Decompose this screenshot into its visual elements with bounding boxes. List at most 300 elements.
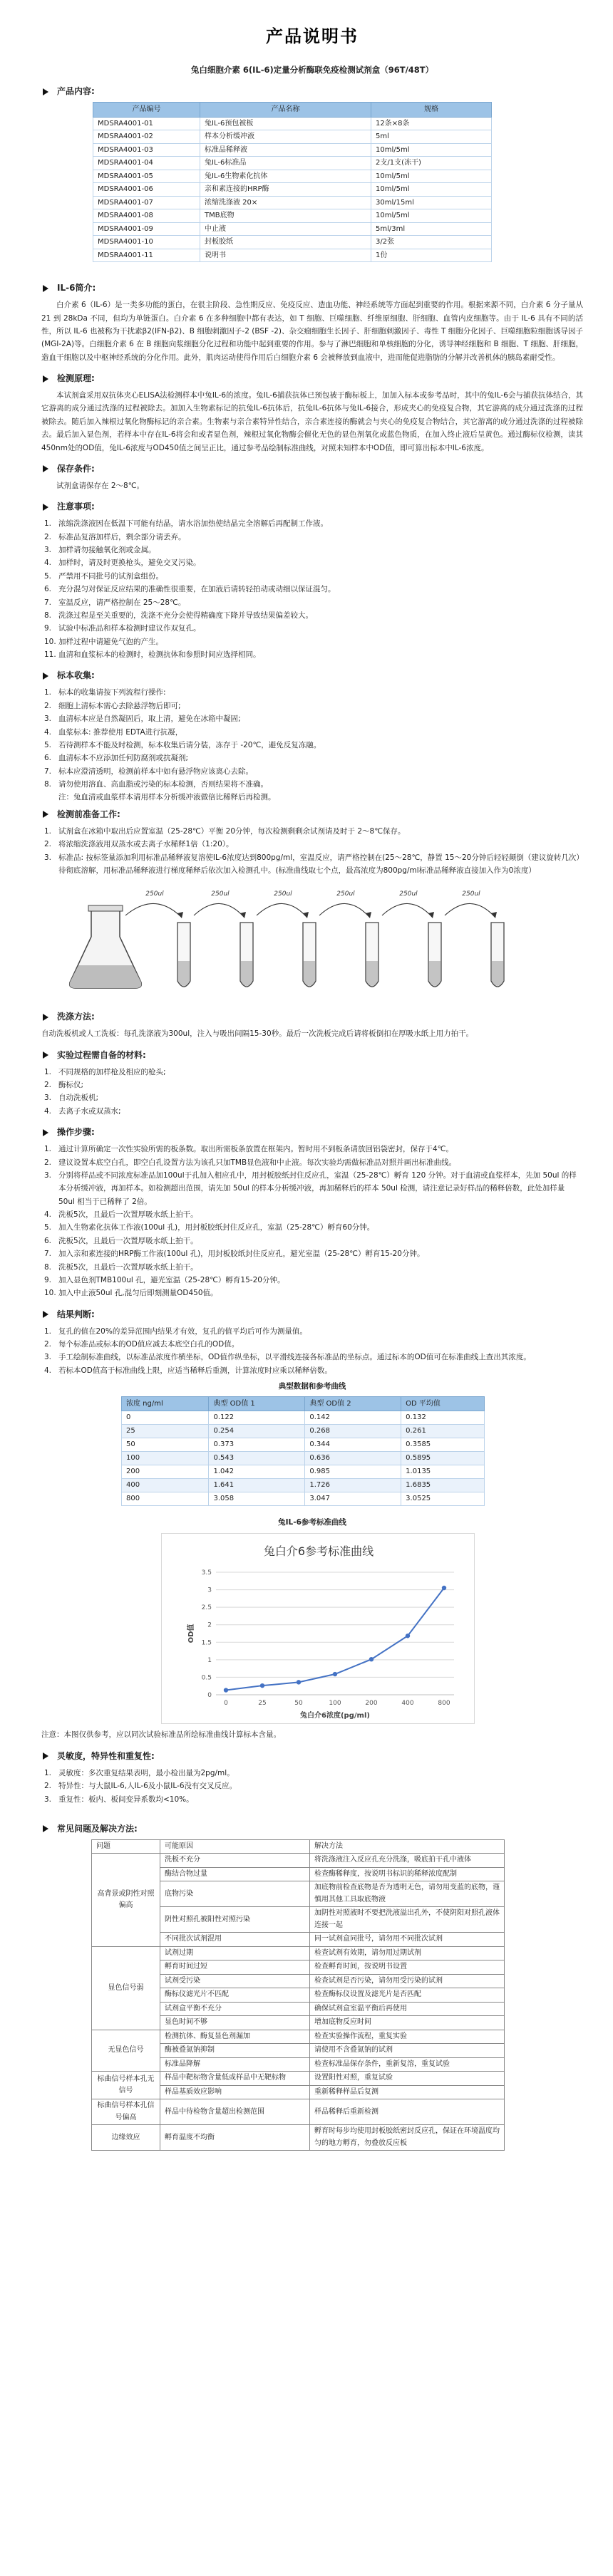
list-number: 11.	[44, 650, 56, 659]
volume-label: 250ul	[399, 890, 418, 898]
faq-cause: 阴性对照孔被阳性对照污染	[160, 1907, 310, 1933]
table-header: 可能原因	[160, 1839, 310, 1854]
table-cell: 10ml/5ml	[371, 143, 492, 157]
standard-list	[41, 825, 583, 878]
list-text: 洗涤过程是至关重要的，洗涤不充分会使得精确度下降并导致结果偏差较大。	[58, 611, 313, 620]
data-point	[260, 1683, 264, 1688]
table-cell: 0.122	[209, 1411, 305, 1425]
table-cell: 50	[122, 1438, 209, 1452]
list-text: 标准品复溶加样后，剩余部分请丢弃。	[58, 532, 186, 541]
dilution-diagram	[41, 881, 583, 1002]
list-number: 9.	[44, 1275, 52, 1284]
y-tick-label: 1	[207, 1657, 212, 1665]
y-tick-label: 2	[207, 1622, 212, 1630]
list-number: 3.	[44, 853, 52, 862]
table-row	[93, 117, 492, 130]
list-number: 8.	[44, 611, 52, 620]
list-text: 标本应澄清透明，检测前样本中如有悬浮物应该离心去除。	[58, 767, 253, 776]
list-item	[44, 765, 583, 778]
table-cell: 12条×8条	[371, 117, 492, 130]
faq-cause: 不同批次试剂混用	[160, 1933, 310, 1947]
table-row	[93, 170, 492, 183]
arrow-bullet-icon	[43, 1825, 48, 1832]
transfer-arrow	[319, 904, 369, 918]
list-item	[44, 596, 583, 609]
section-title: 保存条件:	[57, 463, 95, 474]
list-text: 若标本OD值高于标准曲线上限，应适当稀释后重测，计算浓度时应乘以稀释倍数。	[58, 1366, 332, 1375]
table-row	[93, 209, 492, 223]
list-item	[44, 1247, 583, 1260]
faq-cause: 洗板不充分	[160, 1854, 310, 1868]
list-item	[44, 1287, 583, 1299]
list-item	[44, 851, 583, 878]
table-row	[122, 1411, 485, 1425]
section-title: 注意事项:	[57, 502, 95, 512]
list-text: 将浓缩洗涤液用双蒸水或去离子水稀释1倍（1:20）。	[58, 840, 234, 849]
table-cell: 标准品稀释液	[200, 143, 371, 157]
faq-solution: 设置阳性对照，重复试验	[310, 2072, 505, 2086]
list-item	[44, 1079, 583, 1091]
list-number: 1.	[44, 688, 52, 697]
arrow-head-icon	[428, 912, 434, 918]
table-header: 浓度 ng/ml	[122, 1396, 209, 1411]
table-cell: 0.261	[401, 1425, 485, 1438]
arrow-bullet-icon	[43, 375, 48, 383]
list-number: 3.	[44, 1353, 52, 1362]
list-item	[44, 648, 583, 661]
table-cell: MDSRA4001-10	[93, 236, 200, 249]
list-text: 浓缩洗涤液因在低温下可能有结晶，请水浴加热使结晶完全溶解后再配制工作液。	[58, 519, 328, 529]
faq-cause: 检测抗体、酶复显色剂漏加	[160, 2030, 310, 2044]
list-text: 加入亲和素连接的HRP酶工作液(100ul 孔)，用封板胶纸封住反应孔，避光室温（25-28℃）孵育15-20分钟。	[58, 1250, 425, 1259]
list-number: 1.	[44, 1145, 52, 1154]
faq-table	[91, 1839, 505, 2151]
faq-cause: 试剂盒平衡不充分	[160, 2002, 310, 2016]
list-item	[44, 1364, 583, 1377]
x-tick-label: 50	[294, 1700, 303, 1708]
table-cell: 5ml/3ml	[371, 222, 492, 236]
tube-group	[125, 904, 504, 987]
table-cell: MDSRA4001-11	[93, 249, 200, 262]
table-row	[93, 183, 492, 197]
table-cell: MDSRA4001-01	[93, 117, 200, 130]
section-perf-head	[41, 1749, 583, 1764]
table-cell: 0.373	[209, 1438, 305, 1452]
table-row	[92, 1946, 505, 1960]
arrow-head-icon	[177, 912, 183, 918]
transfer-arrow	[125, 904, 181, 918]
od-table	[121, 1396, 485, 1507]
section-title: 检测前准备工作:	[57, 809, 120, 819]
section-title: 结果判断:	[57, 1309, 95, 1319]
list-number: 1.	[44, 1768, 52, 1777]
table-cell: 5ml	[371, 130, 492, 144]
table-row	[93, 196, 492, 209]
faq-problem: 显色信号弱	[92, 1946, 160, 2030]
faq-cause: 试剂过期	[160, 1946, 310, 1960]
faq-solution: 确保试剂盒室温平衡后再使用	[310, 2002, 505, 2016]
table-cell: 0.985	[305, 1465, 401, 1479]
arrow-head-icon	[303, 912, 309, 918]
arrow-bullet-icon	[43, 285, 48, 292]
list-text: 分别将样品或不同浓度标准品加100ul于孔加入相应孔中，用封板胶纸封住反应孔，室温（25-28℃）孵育 120 分钟。对于血清或血浆样本，先加 50ul 的样本分析缓冲液，再加样本。如检测超出范围，请先加 50ul 的样本分析缓冲液，再加稀释后的样本 50ul 检测，请注意记录好样品的稀释倍数，此处加样量 50ul 相当于已稀释了 2倍。	[58, 1170, 577, 1206]
table-cell: 0.132	[401, 1411, 485, 1425]
data-point	[442, 1586, 446, 1590]
list-item	[44, 739, 583, 752]
list-text: 洗板5次，且最后一次置厚吸水纸上拍干。	[58, 1236, 198, 1245]
section-storage-head	[41, 462, 583, 477]
table-cell: 400	[122, 1479, 209, 1492]
list-text: 加入生物素化抗体工作液(100ul 孔)，用封板胶纸封住反应孔，室温（25-28℃）孵育60分钟。	[58, 1223, 375, 1232]
faq-problem: 标曲信号样本孔无信号	[92, 2072, 160, 2099]
table-cell: MDSRA4001-08	[93, 209, 200, 223]
table-cell: 0.344	[305, 1438, 401, 1452]
table-header: 规格	[371, 103, 492, 118]
arrow-bullet-icon	[43, 465, 48, 472]
list-text: 若待测样本不能及时检测，标本收集后请分装，冻存于 -20℃，避免反复冻融。	[58, 740, 321, 749]
data-point	[224, 1688, 228, 1693]
intro-paragraph: 白介素 6（IL-6）是一类多功能的蛋白，在很主阶段、急性期反应、免疫反应、造血功能、神经系统等方面起到重要的作用。根据来源不同，白介素 6 分子量从 21 到 28kDa 不同，但均为单链蛋白。白介素 6 在多种细胞中都有表达，如 T 细胞、巨噬细胞、纤维原细胞、肝细胞、血管内皮细胞等。由于 IL-6 具有不同的活性，所以 IL-6 也被称为干扰素β2(IFN-β2)、B 细胞刺激因子-2 (BSF -2)、杂交瘤细胞生长因子、肝细胞刺激因子、毒性 T 细胞分化因子、巨噬细胞粒细胞诱导因子 (MGI-2A)等。白细胞介素 6 在 B 细胞向浆细胞分化过程和功能中起到重要的作用。参与了淋巴细胞和单核细胞的分化，诱导神经细胞和 B 细胞、T 细胞、肝细胞，造血干细胞以及中枢神经系统的分化作用。此外，肌肉运动使得作用后白细胞介素 6 会被释放到血液中，进而能促进脂肪的分解并改善机体的胰岛素耐受性。	[41, 301, 583, 362]
doc-title: 产品说明书	[266, 26, 359, 46]
table-row	[93, 157, 492, 170]
list-item	[44, 1091, 583, 1104]
volume-label: 250ul	[274, 890, 292, 898]
volume-label: 250ul	[211, 890, 230, 898]
chart-title: 兔白介6参考标准曲线	[263, 1544, 374, 1559]
list-text: 复孔的值在20%的差异范围内结果才有效，复孔的值平均后可作为测量值。	[58, 1326, 307, 1336]
volume-label: 250ul	[145, 890, 164, 898]
perf-list	[41, 1767, 583, 1806]
tube-liquid	[241, 961, 252, 986]
product-table	[93, 102, 492, 262]
results-list	[41, 1325, 583, 1378]
table-header: 典型 OD值 2	[305, 1396, 401, 1411]
table-header: OD 平均值	[401, 1396, 485, 1411]
faq-cause: 样品中待检物含量超出检测范围	[160, 2099, 310, 2125]
list-item	[44, 556, 583, 569]
faq-solution: 检查试剂是否污染，请勿用受污染的试剂	[310, 1974, 505, 1988]
table-cell: 0.254	[209, 1425, 305, 1438]
list-item	[44, 1325, 583, 1338]
list-number: 4.	[44, 1366, 52, 1375]
table-cell: 兔IL-6预包被板	[200, 117, 371, 130]
table-cell: 样本分析缓冲液	[200, 130, 371, 144]
section-faq-head	[41, 1822, 583, 1837]
list-item	[44, 686, 583, 699]
list-text: 洗板5次，且最后一次置厚吸水纸上拍干。	[58, 1262, 198, 1272]
list-item	[44, 1793, 583, 1806]
table-cell: 3.047	[305, 1492, 401, 1506]
section-title: IL-6简介:	[57, 283, 96, 294]
faq-solution: 样品稀释后重新检测	[310, 2099, 505, 2125]
faq-solution: 孵育时每步均使用封板胶纸密封反应孔，保证在环境温度均匀的地方孵育，勿叠放反应板	[310, 2125, 505, 2151]
table-cell: MDSRA4001-05	[93, 170, 200, 183]
list-text: 请勿使用溶血、高血脂或污染的标本检测，否则结果将不准确。	[58, 780, 268, 789]
list-text: 细胞上清标本需心去除悬浮物后即可;	[58, 701, 181, 710]
section-title: 检测原理:	[57, 373, 95, 383]
arrow-bullet-icon	[43, 1129, 48, 1136]
list-text: 手工绘制标准曲线，以标准品浓度作横坐标，OD值作纵坐标，以平滑线连接各标准品的坐标点。通过标本的OD值可在标准曲线上查出其浓度。	[58, 1353, 531, 1362]
list-item	[44, 1351, 583, 1364]
steps-list	[41, 1143, 583, 1300]
table-cell: 1.726	[305, 1479, 401, 1492]
tube-liquid	[366, 961, 378, 986]
faq-problem: 无显色信号	[92, 2030, 160, 2072]
table-cell: 浓缩洗涤液 20×	[200, 196, 371, 209]
arrow-bullet-icon	[43, 88, 48, 95]
storage-paragraph: 试剂盒请保存在 2～8℃。	[56, 481, 144, 490]
table-cell: 0.5895	[401, 1452, 485, 1465]
list-text: 特异性：与大鼠IL-6,人IL-6及小鼠IL-6没有交叉反应。	[58, 1782, 237, 1791]
list-text: 加入中止液50ul 孔,混匀后即刻测量OD450值。	[58, 1289, 218, 1298]
list-item	[44, 622, 583, 635]
list-number: 2.	[44, 840, 52, 849]
tube-liquid	[492, 961, 503, 986]
tube-liquid	[429, 961, 441, 986]
principle-paragraph: 本试剂盒采用双抗体夹心ELISA法检测样本中兔IL-6的浓度。兔IL-6捕获抗体已预包被于酶标板上，加加入标本或参考品时，其中的兔IL-6会与捕获抗体结合，其它游离的成分通过洗涤的过程被除去。加加入生物素标记的抗兔IL-6抗体后，抗兔IL-6抗体与兔IL-6接合，形成夹心的免疫复合物，其它游离的成分通过洗涤的过程被除去。随后加入辣根过氧化物酶标记的亲合素。生物素与亲合素特异性结合，亲合素连接的酶就会与夹心的免疫复合物结合，其它游离的成分通过洗涤的过程被除去。最后加入显色剂，若样本中存在IL-6将会和或者显色剂，辣根过氧化物酶会催化无色的显色剂氧化成蓝色物质，在加入终止液后呈黄色。通过酶标仪检测，读其450nm处的OD值，兔IL-6浓度与OD450值之间呈正比，通过参考品绘制标准曲线，对照未知样本中OD值，即可算出标本中IL-6浓度。	[41, 391, 583, 452]
table-row	[122, 1452, 485, 1465]
list-item	[44, 712, 583, 725]
table-cell: MDSRA4001-04	[93, 157, 200, 170]
table-cell: 800	[122, 1492, 209, 1506]
section-title: 操作步骤:	[57, 1127, 95, 1138]
arrow-bullet-icon	[43, 811, 48, 818]
table-row	[92, 2072, 505, 2086]
arrow-bullet-icon	[43, 672, 48, 680]
list-item	[44, 1208, 583, 1221]
list-text: 建议设置本底空白孔，即空白孔设置方法为该孔只加TMB显色液和中止液。每次实验均需做标准品对照并画出标准曲线。	[58, 1158, 457, 1167]
x-tick-label: 800	[438, 1700, 450, 1708]
list-number: 1.	[44, 826, 52, 836]
list-text: 严禁用不同批号的试剂盒组份。	[58, 571, 163, 581]
list-number: 1.	[44, 1326, 52, 1336]
table-row	[122, 1438, 485, 1452]
list-item	[44, 1780, 583, 1792]
list-item	[44, 700, 583, 712]
table-header: 产品编号	[93, 103, 200, 118]
list-number: 3.	[44, 1094, 52, 1103]
faq-cause: 显色时间不够	[160, 2016, 310, 2030]
list-item	[44, 1105, 583, 1118]
volume-label: 250ul	[336, 890, 355, 898]
list-text: 标准品: 按标签量添加利用标准品稀释液复溶使IL-6浓度达到800pg/ml，室温反应，请严格控制在(25～28℃，静置 15～20分钟后轻轻颠倒（建议旋转几次）待彻底溶解，用标准品稀释液进行梯度稀释后依次加入检测孔中。(标准曲线取七个点，最高浓度为800pg/ml标准品稀释液直接加入作为0浓度）	[58, 853, 580, 875]
list-number: 2.	[44, 1782, 52, 1791]
table-row	[93, 130, 492, 144]
arrow-head-icon	[240, 912, 246, 918]
sample-note: 注：兔血清或血浆样本请用样本分析缓冲液做倍比稀释后再检测。	[58, 793, 276, 802]
list-text: 自动洗板机;	[58, 1094, 99, 1103]
list-text: 试验中标准品和样本检测时建议作双复孔。	[58, 624, 201, 633]
faq-solution: 检查标准品保存条件，重新复溶，重复试验	[310, 2057, 505, 2072]
list-item	[44, 1156, 583, 1169]
tube-liquid	[178, 961, 190, 986]
y-tick-label: 0	[207, 1692, 212, 1700]
faq-table-body	[92, 1854, 505, 2151]
list-item	[44, 517, 583, 530]
arrow-bullet-icon	[43, 1752, 48, 1760]
table-cell: 1份	[371, 249, 492, 262]
table-cell: MDSRA4001-03	[93, 143, 200, 157]
section-results-head	[41, 1307, 583, 1322]
table-cell: 0.3585	[401, 1438, 485, 1452]
table-row	[122, 1465, 485, 1479]
list-item	[44, 726, 583, 739]
data-point	[369, 1657, 374, 1661]
faq-solution: 请使用不含叠氮钠的试剂	[310, 2044, 505, 2058]
table-cell: 3.0525	[401, 1492, 485, 1506]
table-row	[92, 2099, 505, 2125]
list-item	[44, 1169, 583, 1208]
faq-solution: 检查酶稀释度，按说明书标识的稀释浓度配制	[310, 1867, 505, 1881]
x-tick-label: 25	[258, 1700, 267, 1708]
list-item	[44, 570, 583, 583]
section-title: 常见问题及解决方法:	[57, 1823, 138, 1834]
faq-problem: 高背景或阴性对照偏高	[92, 1854, 160, 1947]
table-cell: 封板胶纸	[200, 236, 371, 249]
list-number: 7.	[44, 1250, 52, 1259]
list-number: 6.	[44, 754, 52, 763]
transfer-arrow	[445, 904, 495, 918]
arrow-bullet-icon	[43, 504, 48, 511]
faq-cause: 孵育时间过短	[160, 1960, 310, 1975]
faq-solution: 将洗涤液注入反应孔充分洗涤，吸底拍干孔中液体	[310, 1854, 505, 1868]
table-cell: 1.6835	[401, 1479, 485, 1492]
faq-cause: 底物污染	[160, 1881, 310, 1907]
section-title: 产品内容:	[57, 86, 95, 97]
table-cell: 说明书	[200, 249, 371, 262]
list-number: 5.	[44, 1223, 52, 1232]
faq-cause: 酶被叠氮钠抑制	[160, 2044, 310, 2058]
list-text: 充分混匀对保证反应结果的准确性很重要，在加液后请转轻拍动或动细以保证混匀。	[58, 585, 336, 594]
table-cell: 25	[122, 1425, 209, 1438]
list-number: 3.	[44, 715, 52, 724]
list-number: 5.	[44, 740, 52, 749]
section-lab-head	[41, 1048, 583, 1063]
y-axis-label: OD值	[187, 1624, 195, 1643]
list-text: 血清和血浆标本的检测时，检测抗体和参照时间应选择相同。	[58, 650, 261, 659]
table-cell: 0	[122, 1411, 209, 1425]
list-text: 室温反应，请严格控制在 25～28℃。	[58, 598, 186, 607]
list-text: 洗板5次，且最后一次置厚吸水纸上拍干。	[58, 1210, 198, 1219]
list-item	[44, 583, 583, 596]
table-cell: 中止液	[200, 222, 371, 236]
faq-solution: 检查实验操作流程，重复实验	[310, 2030, 505, 2044]
table-cell: 兔IL-6生物素化抗体	[200, 170, 371, 183]
y-tick-label: 0.5	[201, 1674, 212, 1682]
sample-list	[41, 686, 583, 791]
arrow-bullet-icon	[43, 1014, 48, 1021]
table-cell: 1.042	[209, 1465, 305, 1479]
od-table-caption: 典型数据和参考曲线	[278, 1382, 346, 1391]
stock-flask-icon	[70, 905, 142, 988]
list-number: 1.	[44, 1067, 52, 1076]
data-point	[333, 1672, 337, 1676]
list-item	[44, 1066, 583, 1079]
faq-solution: 重新稀释样品后复测	[310, 2085, 505, 2099]
y-tick-label: 3.5	[201, 1569, 212, 1577]
section-title: 灵敏度，特异性和重复性:	[57, 1750, 155, 1761]
list-text: 血清标本不应添加任何防腐剂或抗凝剂;	[58, 754, 189, 763]
volume-label: 250ul	[462, 890, 480, 898]
list-item	[44, 531, 583, 544]
table-cell: 100	[122, 1452, 209, 1465]
list-number: 10.	[44, 637, 56, 646]
doc-subtitle: 兔白细胞介素 6(IL-6)定量分析酶联免疫检测试剂盒（96T/48T）	[190, 65, 434, 75]
faq-solution: 检查孵育时间，按说明书设置	[310, 1960, 505, 1975]
list-item	[44, 825, 583, 838]
section-steps-head	[41, 1125, 583, 1140]
table-cell: 1.641	[209, 1479, 305, 1492]
list-number: 2.	[44, 1081, 52, 1089]
list-number: 2.	[44, 701, 52, 710]
section-content-head	[41, 84, 583, 99]
list-number: 4.	[44, 1106, 52, 1116]
section-title: 洗涤方法:	[57, 1012, 95, 1022]
faq-cause: 孵育温度不均衡	[160, 2125, 310, 2151]
arrow-bullet-icon	[43, 1311, 48, 1318]
section-sample-head	[41, 668, 583, 683]
list-text: 加样过程中请避免气泡的产生。	[58, 637, 163, 646]
table-cell: 10ml/5ml	[371, 209, 492, 223]
table-cell: MDSRA4001-02	[93, 130, 200, 144]
list-item	[44, 1338, 583, 1351]
list-text: 通过计算所确定一次性实验所需的板条数。取出所需板条放置在框架内。暂时用不到板条请放回铝袋密封，保存于4℃。	[58, 1145, 453, 1154]
faq-cause: 样品中靶标物含量低或样品中无靶标物	[160, 2072, 310, 2086]
table-header: 问题	[92, 1839, 160, 1854]
list-item	[44, 635, 583, 648]
list-item	[44, 1235, 583, 1247]
faq-cause: 标准品降解	[160, 2057, 310, 2072]
table-cell: 2支/1支(冻干)	[371, 157, 492, 170]
list-number: 1.	[44, 519, 52, 529]
list-text: 血浆标本: 推荐使用 EDTA进行抗凝，	[58, 727, 183, 737]
faq-problem: 边缘效应	[92, 2125, 160, 2151]
y-tick-label: 2.5	[201, 1604, 212, 1612]
table-row	[93, 143, 492, 157]
faq-cause: 试剂受污染	[160, 1974, 310, 1988]
dilution-svg	[41, 881, 583, 1002]
list-item	[44, 609, 583, 622]
table-row	[93, 236, 492, 249]
list-item	[44, 1767, 583, 1780]
list-text: 血清标本应是自然凝固后，取上清，避免在冰箱中凝固;	[58, 715, 241, 724]
list-text: 不同规格的加样枪及相应的枪头;	[58, 1067, 166, 1076]
list-item	[44, 838, 583, 851]
section-title: 标本收集:	[57, 670, 95, 681]
lab-list	[41, 1066, 583, 1118]
list-text: 酶标仪;	[58, 1081, 84, 1089]
notes-list	[41, 517, 583, 661]
list-item	[44, 1274, 583, 1287]
faq-problem: 标曲信号样本孔信号偏高	[92, 2099, 160, 2125]
faq-cause: 样品基质效应影响	[160, 2085, 310, 2099]
faq-solution: 加底物前检查底物是否为透明无色，请勿用变蓝的底物，谨慎用其他工具取底物液	[310, 1881, 505, 1907]
list-text: 加样时，请及时更换枪头，避免交叉污染。	[58, 559, 201, 568]
list-number: 10.	[44, 1289, 56, 1298]
section-intro-head	[41, 281, 583, 296]
section-title: 实验过程需自备的材料:	[57, 1049, 146, 1060]
list-number: 6.	[44, 1236, 52, 1245]
table-cell: MDSRA4001-07	[93, 196, 200, 209]
list-item	[44, 1143, 583, 1155]
table-row	[93, 222, 492, 236]
list-item	[44, 1261, 583, 1274]
table-cell: 10ml/5ml	[371, 170, 492, 183]
list-text: 试剂盒在冰箱中取出后应置室温（25-28℃）平衡 20分钟，每次检测剩剩余试剂请及时于 2～8℃保存。	[58, 826, 406, 836]
table-row	[122, 1425, 485, 1438]
table-row	[122, 1479, 485, 1492]
transfer-arrow	[194, 904, 244, 918]
